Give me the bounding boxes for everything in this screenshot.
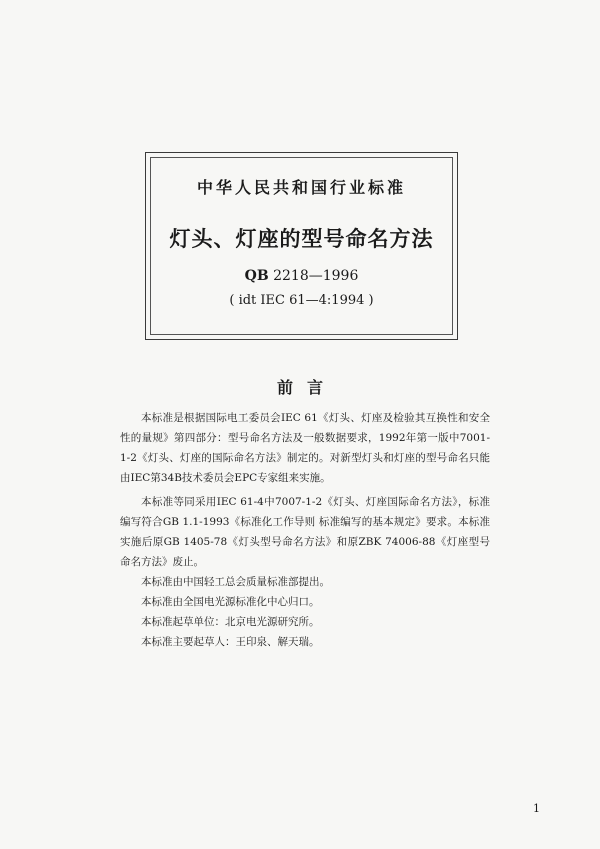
idt-reference: ( idt IEC 61—4:1994 ) (229, 293, 374, 308)
standard-prefix: QB (244, 268, 269, 284)
preface-heading: 前言 (276, 378, 337, 397)
industry-standard-header: 中华人民共和国行业标准 (196, 178, 406, 197)
preface-paragraph: 本标准由中国轻工总会质量标准部提出。 (141, 576, 330, 588)
preface-paragraph: 本标准主要起草人：王印泉、解天瑞。 (141, 636, 320, 648)
preface-paragraph: 本标准等同采用IEC 61-4中7007-1-2《灯头、灯座国际命名方法》，标准编写符合GB 1.1-1993《标准化工作导则 标准编写的基本规定》要求。本标准实施后原GB 1405-78《灯头型号命名方法》和原ZBK 74006-88《灯座型号命名方法》废止。 (120, 496, 490, 568)
document-title: 灯头、灯座的型号命名方法 (169, 227, 434, 251)
preface-paragraph: 本标准是根据国际电工委员会IEC 61《灯头、灯座及检验其互换性和安全性的量规》第四部分：型号命名方法及一般数据要求，1992年第一版中7001-1-2《灯头、灯座的国际命名方法》制定的。对新型灯头和灯座的型号命名只能由IEC第34B技术委员会EPC专家组来实施。 (120, 412, 490, 484)
standard-code: 2218—1996 (268, 268, 359, 284)
standard-number (146, 268, 457, 284)
preface-paragraph: 本标准由全国电光源标准化中心归口。 (141, 596, 320, 608)
preface-paragraph: 本标准起草单位：北京电光源研究所。 (141, 616, 320, 628)
title-frame (145, 152, 458, 340)
page-number: 1 (533, 802, 540, 815)
preface-body (120, 408, 490, 652)
